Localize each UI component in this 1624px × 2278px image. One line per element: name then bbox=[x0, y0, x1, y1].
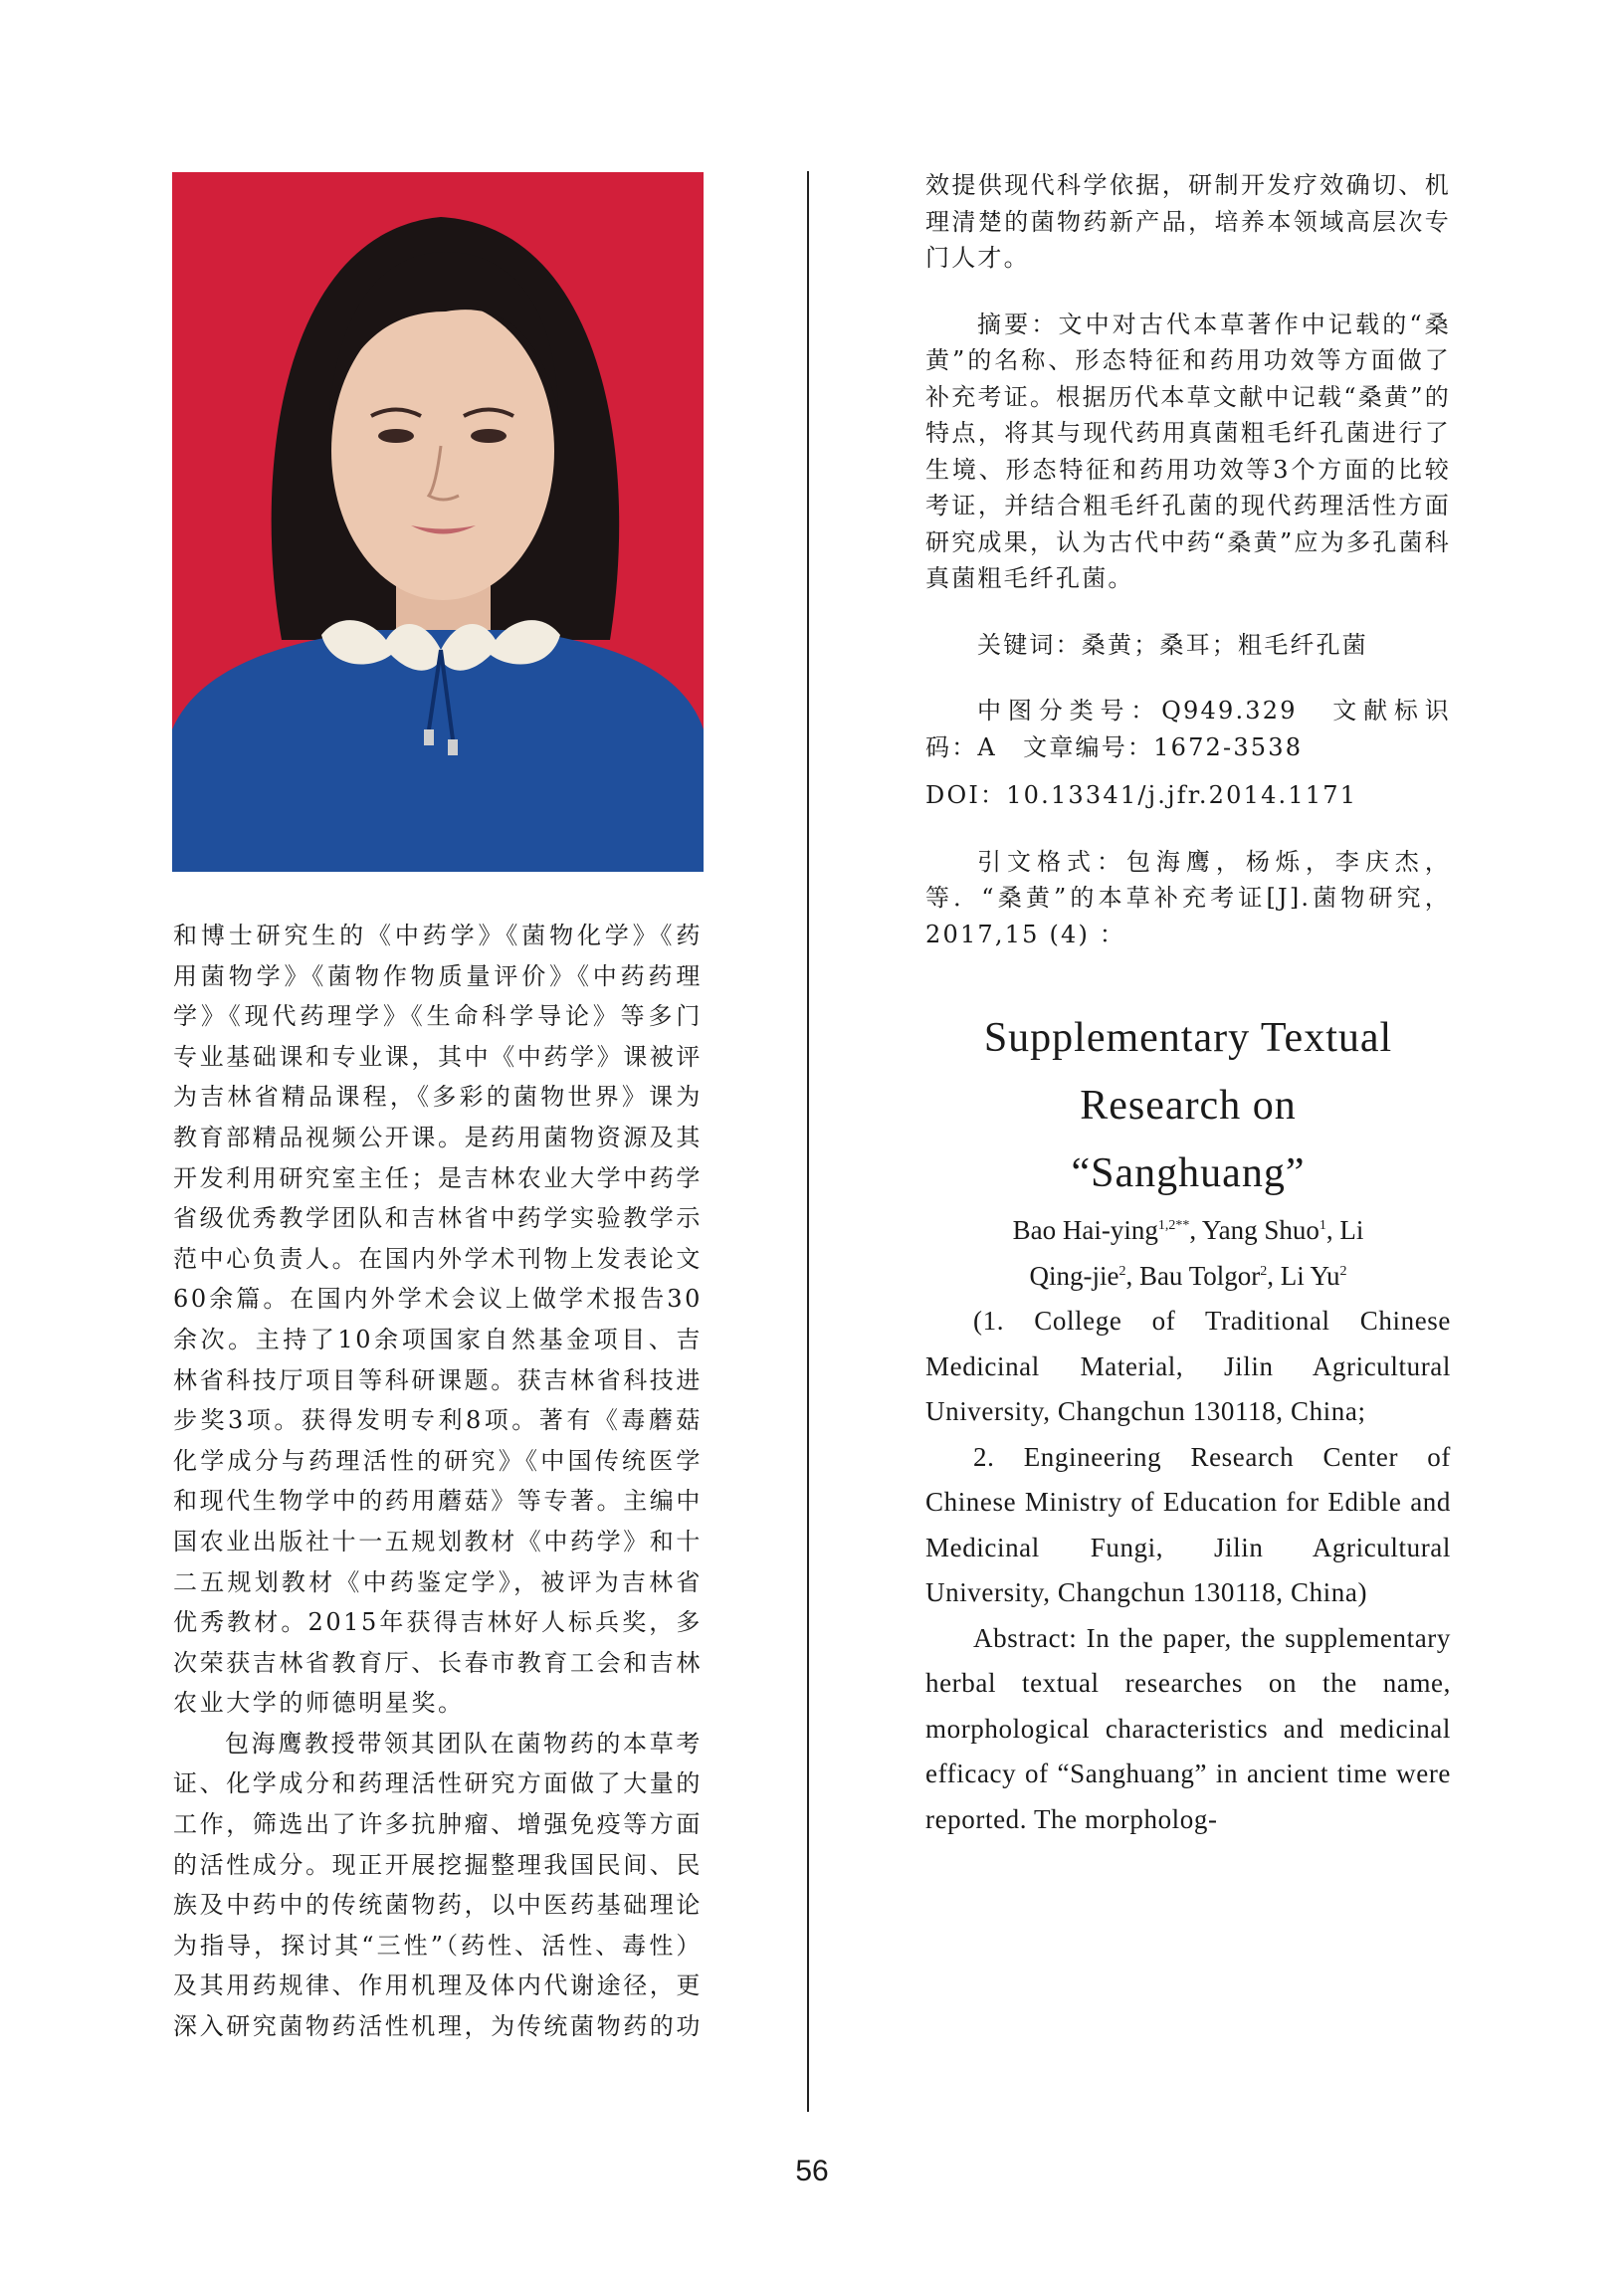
abstract-chinese: 摘要：文中对古代本草著作中记载的“桑黄”的名称、形态特征和药用功效等方面做了补充考证。根据历代本草文献中记载“桑黄”的特点，将其与现代药用真菌粗毛纤孔菌进行了生境、形态特征和药用功效等3个方面的比较考证，并结合粗毛纤孔菌的现代药理活性方面研究成果，认为古代中药“桑黄”应为多孔菌科真菌粗毛纤孔菌。 bbox=[925, 310, 1451, 592]
author-qingjie: Qing-jie bbox=[1029, 1261, 1119, 1291]
left-column-text bbox=[173, 916, 703, 2047]
author-liyu: , Li Yu bbox=[1267, 1261, 1340, 1291]
english-title bbox=[925, 1004, 1451, 1207]
author-bao-affil: 1,2** bbox=[1157, 1218, 1190, 1233]
affiliation-1: (1. College of Traditional Chinese Medicinal Material, Jilin Agricultural University, Changchun 130118, China; bbox=[925, 1306, 1451, 1426]
author-photo bbox=[172, 172, 704, 872]
english-title-line-2: Research on bbox=[1080, 1083, 1297, 1129]
author-li-part: , Li bbox=[1325, 1215, 1364, 1245]
page-number: 56 bbox=[795, 2155, 829, 2187]
authors-line-1 bbox=[925, 1207, 1451, 1253]
english-title-line-1: Supplementary Textual bbox=[983, 1015, 1393, 1061]
author-liyu-affil: 2 bbox=[1339, 1264, 1347, 1279]
citation-format: 引文格式：包海鹰，杨烁，李庆杰，等．“桑黄”的本草补充考证[J].菌物研究，2017,15 (4) ： bbox=[925, 847, 1451, 948]
author-yang: , Yang Shuo bbox=[1189, 1215, 1320, 1245]
abstract-english: Abstract: In the paper, the supplementary herbal textual researches on the name, morphological characteristics and medicinal efficacy of “Sanghuang” in ancient time were reported. The morpholog- bbox=[925, 1622, 1451, 1834]
doi-line: DOI：10.13341/j.jfr.2014.1171 bbox=[925, 781, 1358, 809]
author-tolgor-affil: 2 bbox=[1260, 1264, 1268, 1279]
continued-paragraph: 效提供现代科学依据，研制开发疗效确切、机理清楚的菌物药新产品，培养本领域高层次专门人才。 bbox=[925, 171, 1451, 272]
affiliation-2: 2. Engineering Research Center of Chinese Ministry of Education for Edible and Medicinal Fungi, Jilin Agricultural University, Changchun 130118, China) bbox=[925, 1441, 1451, 1607]
author-tolgor: , Bau Tolgor bbox=[1125, 1261, 1261, 1291]
keywords: 关键词：桑黄；桑耳；粗毛纤孔菌 bbox=[977, 630, 1368, 659]
author-qingjie-affil: 2 bbox=[1118, 1264, 1126, 1279]
column-divider bbox=[807, 171, 809, 2112]
left-paragraph-2: 包海鹰教授带领其团队在菌物药的本草考证、化学成分和药理活性研究方面做了大量的工作，筛选出了许多抗肿瘤、增强免疫等方面的活性成分。现正开展挖掘整理我国民间、民族及中药中的传统菌物药，以中医药基础理论为指导，探讨其“三性”（药性、活性、毒性）及其用药规律、作用机理及体内代谢途径，更深入研究菌物药活性机理，为传统菌物药的功 bbox=[173, 1729, 703, 2041]
classification-numbers: 中图分类号：Q949.329 文献标识码：A 文章编号：1672-3538 bbox=[925, 697, 1451, 761]
right-column bbox=[925, 167, 1451, 1842]
left-paragraph-1: 和博士研究生的《中药学》《菌物化学》《药用菌物学》《菌物作物质量评价》《中药药理学》《现代药理学》《生命科学导论》等多门专业基础课和专业课，其中《中药学》课被评为吉林省精品课程，《多彩的菌物世界》课为教育部精品视频公开课。是药用菌物资源及其开发利用研究室主任；是吉林农业大学中药学省级优秀教学团队和吉林省中药学实验教学示范中心负责人。在国内外学术刊物上发表论文60余篇。在国内外学术会议上做学术报告30余次。主持了10余项国家自然基金项目、吉林省科技厅项目等科研课题。获吉林省科技进步奖3项。获得发明专利8项。著有《毒蘑菇化学成分与药理活性的研究》《中国传统医学和现代生物学中的药用蘑菇》等专著。主编中国农业出版社十一五规划教材《中药学》和十二五规划教材《中药鉴定学》，被评为吉林省优秀教材。2015年获得吉林好人标兵奖，多次荣获吉林省教育厅、长春市教育工会和吉林农业大学的师德明星奖。 bbox=[173, 922, 703, 1718]
author-bao: Bao Hai-ying bbox=[1012, 1215, 1158, 1245]
english-title-line-3: “Sanghuang” bbox=[1071, 1150, 1306, 1196]
author-yang-affil: 1 bbox=[1319, 1218, 1326, 1233]
portrait-image bbox=[172, 172, 704, 872]
authors-line-2 bbox=[925, 1253, 1451, 1299]
